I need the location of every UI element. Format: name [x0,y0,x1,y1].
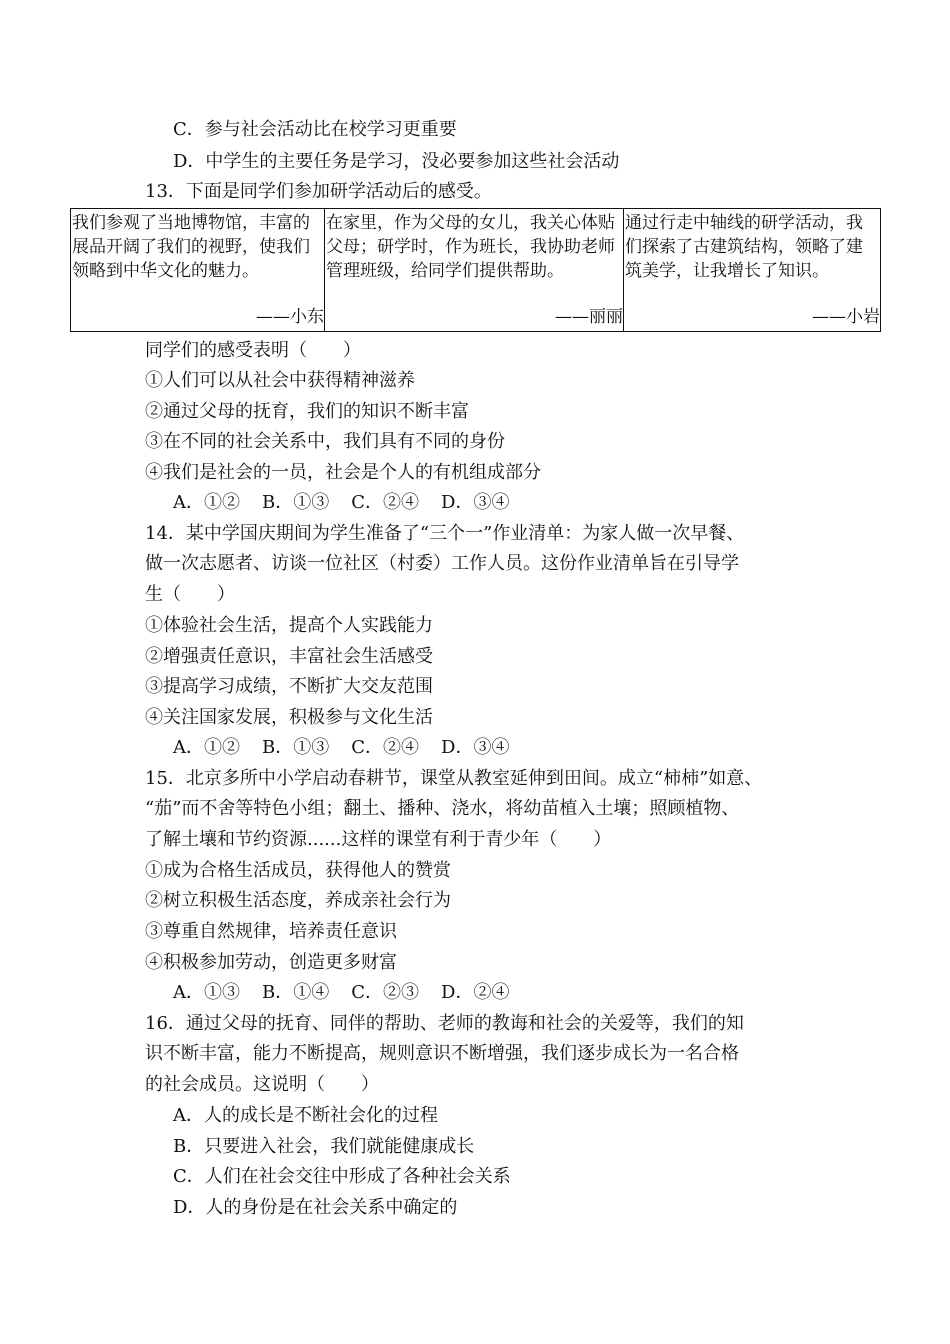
q13-item-3: ③在不同的社会关系中，我们具有不同的身份 [145,431,505,452]
q13-option-a[interactable]: A．①② [173,492,240,513]
q16-stem-line-3: 的社会成员。这说明（ ） [145,1074,379,1095]
q16-option-b[interactable]: B．只要进入社会，我们就能健康成长 [173,1136,475,1157]
q15-item-3: ③尊重自然规律，培养责任意识 [145,921,397,942]
q16-stem-line-2: 识不断丰富，能力不断提高，规则意识不断增强，我们逐步成长为一名合格 [145,1043,739,1064]
q14-option-c[interactable]: C．②④ [351,737,420,758]
feeling-cell-xiaodong [71,209,325,332]
q16-option-c[interactable]: C．人们在社会交往中形成了各种社会关系 [173,1166,511,1187]
q15-item-4: ④积极参加劳动，创造更多财富 [145,952,397,973]
q14-item-3: ③提高学习成绩，不断扩大交友范围 [145,676,433,697]
q14-item-2: ②增强责任意识，丰富社会生活感受 [145,646,433,667]
q15-item-1: ①成为合格生活成员，获得他人的赞赏 [145,860,451,881]
feeling-cell-lili [325,209,624,332]
q14-options [173,736,509,760]
q16-option-d[interactable]: D．人的身份是在社会关系中确定的 [173,1197,458,1218]
q15-option-d[interactable]: D．②④ [441,982,510,1003]
q13-stem: 13．下面是同学们参加研学活动后的感受。 [145,181,492,202]
feeling-text: 通过行走中轴线的研学活动，我们探索了古建筑结构，领略了建筑美学，让我增长了知识。 [625,213,863,281]
q14-stem-line-3: 生（ ） [145,584,235,605]
q15-stem-line-3: 了解土壤和节约资源......这样的课堂有利于青少年（ ） [145,829,612,850]
q15-stem-line-2: “茄”而不舍等特色小组；翻土、播种、浇水，将幼苗植入土壤；照顾植物、 [145,798,740,819]
q14-option-a[interactable]: A．①② [173,737,240,758]
q13-option-d[interactable]: D．③④ [441,492,510,513]
q14-stem-line-2: 做一次志愿者、访谈一位社区（村委）工作人员。这份作业清单旨在引导学 [145,553,739,574]
q13-item-2: ②通过父母的抚育，我们的知识不断丰富 [145,401,469,422]
q13-feelings-table [70,208,881,332]
feeling-signature: ——丽丽 [555,307,623,327]
q15-option-c[interactable]: C．②③ [351,982,420,1003]
q16-stem-line-1: 16．通过父母的抚育、同伴的帮助、老师的教诲和社会的关爱等，我们的知 [145,1013,744,1034]
q15-option-a[interactable]: A．①③ [173,982,240,1003]
q13-prompt: 同学们的感受表明（ ） [145,340,361,361]
feeling-text: 我们参观了当地博物馆，丰富的展品开阔了我们的视野，使我们领略到中华文化的魅力。 [72,213,310,281]
q14-option-b[interactable]: B．①③ [262,737,330,758]
q15-item-2: ②树立积极生活态度，养成亲社会行为 [145,890,451,911]
q15-stem-line-1: 15．北京多所中小学启动春耕节，课堂从教室延伸到田间。成立“柿柿”如意、 [145,768,763,789]
q12-option-c: C．参与社会活动比在校学习更重要 [173,119,457,140]
q14-item-1: ①体验社会生活，提高个人实践能力 [145,615,433,636]
q12-option-d: D．中学生的主要任务是学习，没必要参加这些社会活动 [173,151,620,172]
q14-stem-line-1: 14．某中学国庆期间为学生准备了“三个一”作业清单：为家人做一次早餐、 [145,523,745,544]
feeling-cell-xiaoyan [624,209,881,332]
feeling-signature: ——小岩 [812,307,880,327]
q13-item-4: ④我们是社会的一员，社会是个人的有机组成部分 [145,462,541,483]
q16-option-a[interactable]: A．人的成长是不断社会化的过程 [173,1105,438,1126]
q13-options [173,491,509,515]
q15-options [173,981,509,1005]
q15-option-b[interactable]: B．①④ [262,982,330,1003]
q13-option-b[interactable]: B．①③ [262,492,330,513]
feeling-text: 在家里，作为父母的女儿，我关心体贴父母；研学时，作为班长，我协助老师管理班级，给同学们提供帮助。 [326,213,615,281]
q13-option-c[interactable]: C．②④ [351,492,420,513]
feeling-signature: ——小东 [256,307,324,327]
q14-option-d[interactable]: D．③④ [441,737,510,758]
q14-item-4: ④关注国家发展，积极参与文化生活 [145,707,433,728]
q13-item-1: ①人们可以从社会中获得精神滋养 [145,370,415,391]
